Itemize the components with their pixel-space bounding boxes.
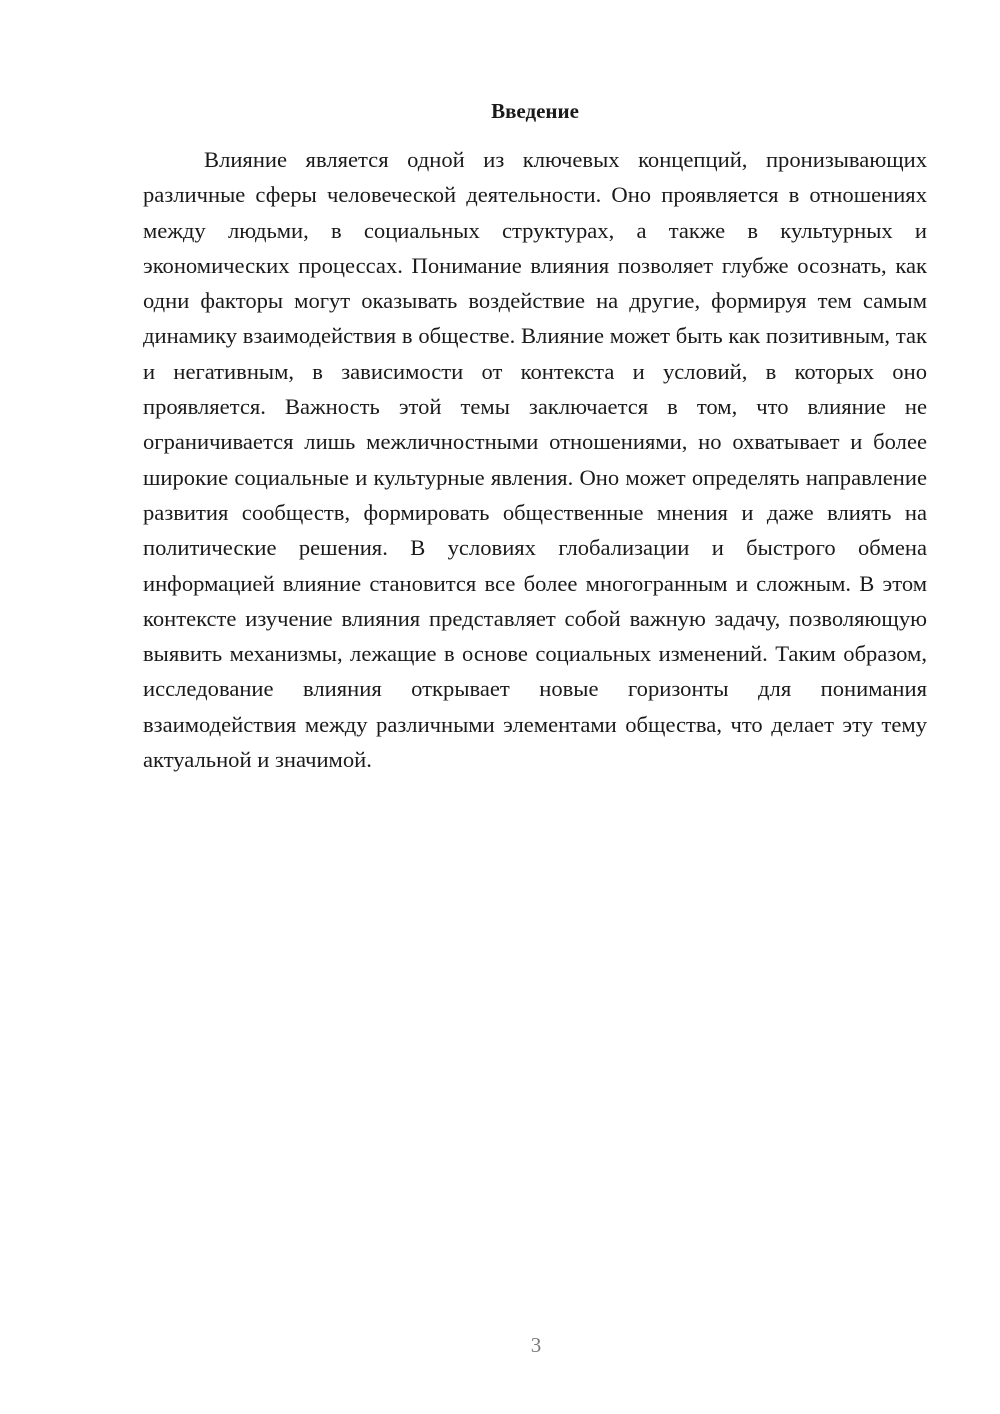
page-number: 3	[530, 1333, 542, 1357]
body-paragraph: Влияние является одной из ключевых концепций, пронизывающих различные сферы человеческой деятельности. Оно проявляется в отношениях между людьми, в социальных структурах, а также в культурных и экономических процессах. Понимание влияния позволяет глубже осознать, как одни факторы могут оказывать воздействие на другие, формируя тем самым динамику взаимодействия в обществе. Влияние может быть как позитивным, так и негативным, в зависимости от контекста и условий, в которых оно проявляется. Важность этой темы заключается в том, что влияние не ограничивается лишь межличностными отношениями, но охватывает и более широкие социальные и культурные явления. Оно может определять направление развития сообществ, формировать общественные мнения и даже влиять на политические решения. В условиях глобализации и быстрого обмена информацией влияние становится все более многогранным и сложным. В этом контексте изучение влияния представляет собой важную задачу, позволяющую выявить механизмы, лежащие в основе социальных изменений. Таким образом, исследование влияния открывает новые горизонты для понимания взаимодействия между различными элементами общества, что делает эту тему актуальной и значимой.	[143, 147, 927, 773]
section-heading: Введение	[491, 99, 579, 123]
